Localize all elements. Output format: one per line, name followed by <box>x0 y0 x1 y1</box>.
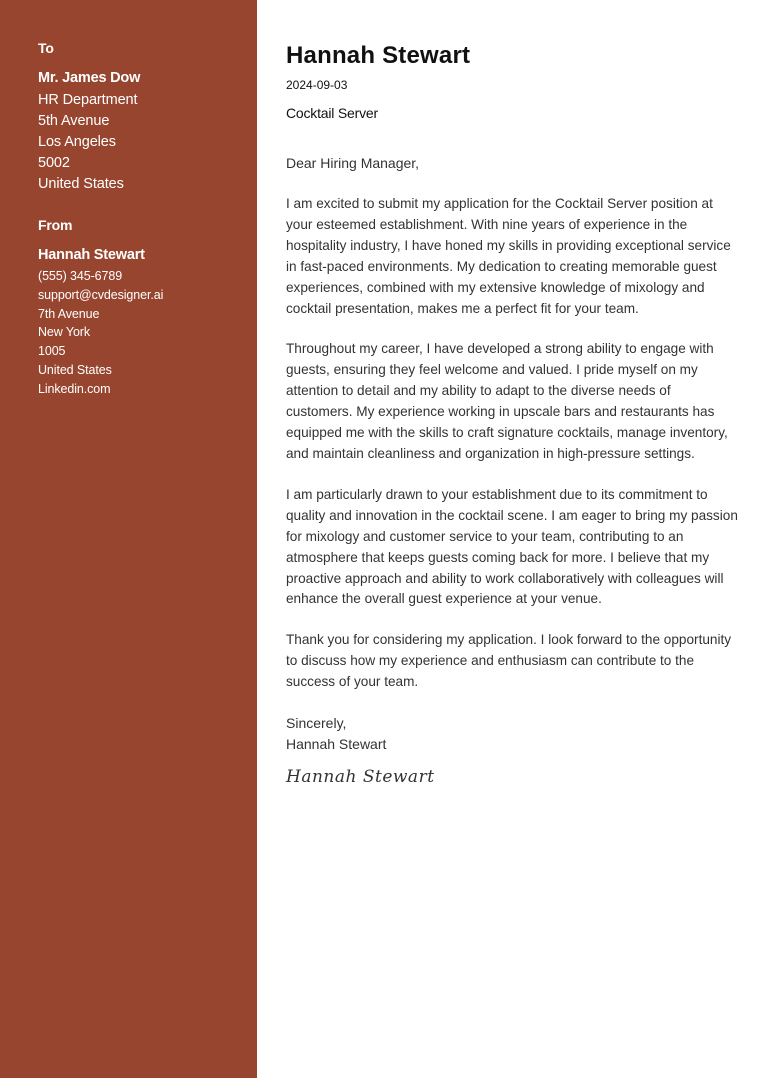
recipient-name: Mr. James Dow <box>38 70 141 86</box>
recipient-street: 5th Avenue <box>38 113 110 129</box>
paragraph-experience: Throughout my career, I have developed a strong ability to engage with guests, ensuring they feel welcome and valued. I pride myself on my attention to detail and my ability to adapt to the diverse needs of customers. My experience working in upscale bars and restaurants has equipped me with the skills to craft signature cocktails, manage inventory, and maintain cleanliness and organization in high-pressure settings. <box>286 341 728 461</box>
signature: Hannah Stewart <box>286 767 435 788</box>
paragraph-intro: I am excited to submit my application for the Cocktail Server position at your esteemed establishment. With nine years of experience in the hospitality industry, I have honed my skills in providing exceptional service in fast-paced environments. My dedication to creating memorable guest experiences, combined with my extensive knowledge of mixology and cocktail presentation, makes me a perfect fit for your team. <box>286 196 731 316</box>
closing-name: Hannah Stewart <box>286 735 387 752</box>
recipient-country: United States <box>38 176 124 192</box>
sender-city: New York <box>38 325 91 340</box>
recipient-department: HR Department <box>38 92 138 108</box>
sender-email: support@cvdesigner.ai <box>38 287 164 302</box>
letter-date: 2024-09-03 <box>286 78 348 92</box>
sender-linkedin: Linkedin.com <box>38 381 111 396</box>
to-label: To <box>38 40 54 56</box>
sidebar-content <box>38 40 243 399</box>
position-title: Cocktail Server <box>286 105 378 121</box>
sender-street: 7th Avenue <box>38 306 100 321</box>
from-label: From <box>38 217 73 233</box>
paragraph-motivation: I am particularly drawn to your establishment due to its commitment to quality and innovation in the cocktail scene. I am eager to bring my passion for mixology and customer service to your team, contributing to an atmosphere that keeps guests coming back for more. I believe that my proactive approach and ability to work collaboratively with colleagues will enhance the overall guest experience at your venue. <box>286 486 738 607</box>
sender-name: Hannah Stewart <box>38 247 145 263</box>
sidebar <box>0 0 257 1078</box>
applicant-name: Hannah Stewart <box>286 42 471 69</box>
recipient-city: Los Angeles <box>38 134 116 150</box>
closing-word: Sincerely, <box>286 715 347 732</box>
sender-postal-code: 1005 <box>38 344 66 359</box>
salutation: Dear Hiring Manager, <box>286 155 420 171</box>
sender-country: United States <box>38 362 112 377</box>
sender-phone: (555) 345-6789 <box>38 269 123 283</box>
closing <box>286 713 746 754</box>
recipient-postal-code: 5002 <box>38 155 70 171</box>
letter-body <box>286 42 746 787</box>
paragraph-thanks: Thank you for considering my application. I look forward to the opportunity to discuss how my experience and enthusiasm can contribute to the success of your team. <box>286 632 732 690</box>
